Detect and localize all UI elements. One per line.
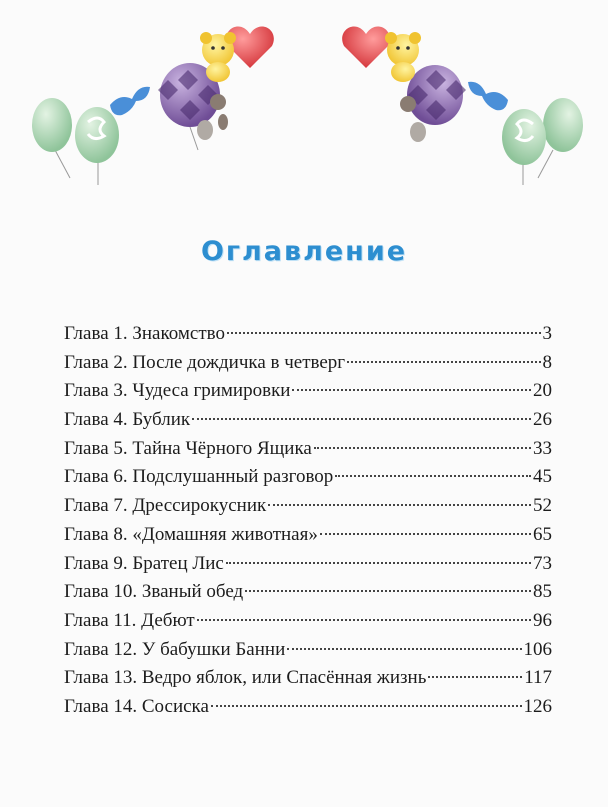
page-number: 73 xyxy=(533,552,552,574)
chapter-title: Глава 2. После дождичка в четверг xyxy=(64,351,346,373)
chapter-title: Глава 1. Знакомство xyxy=(64,323,225,344)
page-number: 65 xyxy=(533,523,552,545)
chapter-title: Глава 9. Братец Лис xyxy=(64,552,224,574)
chapter-title: Глава 4. Бублик xyxy=(64,409,191,431)
leader-dots xyxy=(192,417,531,420)
leader-dots xyxy=(245,589,531,592)
toc-entry[interactable] xyxy=(64,664,552,693)
chapter-title: Глава 7. Дрессирокусник xyxy=(64,495,267,517)
toc-entry[interactable] xyxy=(64,521,552,550)
chapter-title: Глава 13. Ведро яблок, или Спасённая жизнь xyxy=(64,667,427,689)
page-number: 52 xyxy=(533,495,552,517)
chapter-title: Глава 3. Чудеса гримировки xyxy=(64,380,291,402)
toc-entry[interactable] xyxy=(64,550,552,579)
leader-dots xyxy=(320,532,531,535)
page-number: 85 xyxy=(533,581,552,603)
toc-entry[interactable] xyxy=(64,435,552,464)
table-of-contents xyxy=(64,320,552,722)
leader-dots xyxy=(428,675,522,678)
toc-entry[interactable] xyxy=(64,607,552,636)
leader-dots xyxy=(197,618,531,621)
leader-dots xyxy=(287,647,521,650)
toc-entry[interactable] xyxy=(64,492,552,521)
page-number: 26 xyxy=(533,409,552,431)
page-number: 96 xyxy=(533,609,552,631)
chapter-title: Глава 14. Сосиска xyxy=(64,695,209,717)
toc-entry[interactable] xyxy=(64,320,552,349)
page-number: 106 xyxy=(523,638,552,660)
chapter-title: Глава 10. Званый обед xyxy=(64,581,244,603)
toc-entry[interactable] xyxy=(64,377,552,406)
page-number: 117 xyxy=(524,667,552,689)
leader-dots xyxy=(335,474,531,477)
chapter-title: Глава 5. Тайна Чёрного Ящика xyxy=(64,437,312,459)
toc-entry[interactable] xyxy=(64,636,552,665)
leader-dots xyxy=(314,446,531,449)
leader-dots xyxy=(211,704,522,707)
toc-entry[interactable] xyxy=(64,463,552,492)
left-balloon-group xyxy=(32,26,274,185)
page-number: 3 xyxy=(542,323,552,344)
toc-entry[interactable] xyxy=(64,349,552,378)
page-number: 33 xyxy=(533,437,552,459)
page-number: 126 xyxy=(523,695,552,717)
chapter-title: Глава 6. Подслушанный разговор xyxy=(64,466,334,488)
leader-dots xyxy=(268,503,531,506)
leader-dots xyxy=(347,360,540,363)
chapter-title: Глава 12. У бабушки Банни xyxy=(64,638,286,660)
leader-dots xyxy=(227,331,541,334)
toc-entry[interactable] xyxy=(64,406,552,435)
chapter-title: Глава 8. «Домашняя животная» xyxy=(64,523,318,545)
toc-entry[interactable] xyxy=(64,578,552,607)
page-number: 20 xyxy=(533,380,552,402)
right-balloon-group xyxy=(342,26,583,185)
leader-dots xyxy=(226,561,531,564)
page-number: 8 xyxy=(542,351,552,373)
leader-dots xyxy=(292,388,531,391)
chapter-title: Глава 11. Дебют xyxy=(64,609,195,631)
toc-title: Оглавление xyxy=(200,236,408,267)
page-number: 45 xyxy=(533,466,552,488)
balloons-illustration xyxy=(0,0,608,220)
toc-entry[interactable] xyxy=(64,693,552,722)
